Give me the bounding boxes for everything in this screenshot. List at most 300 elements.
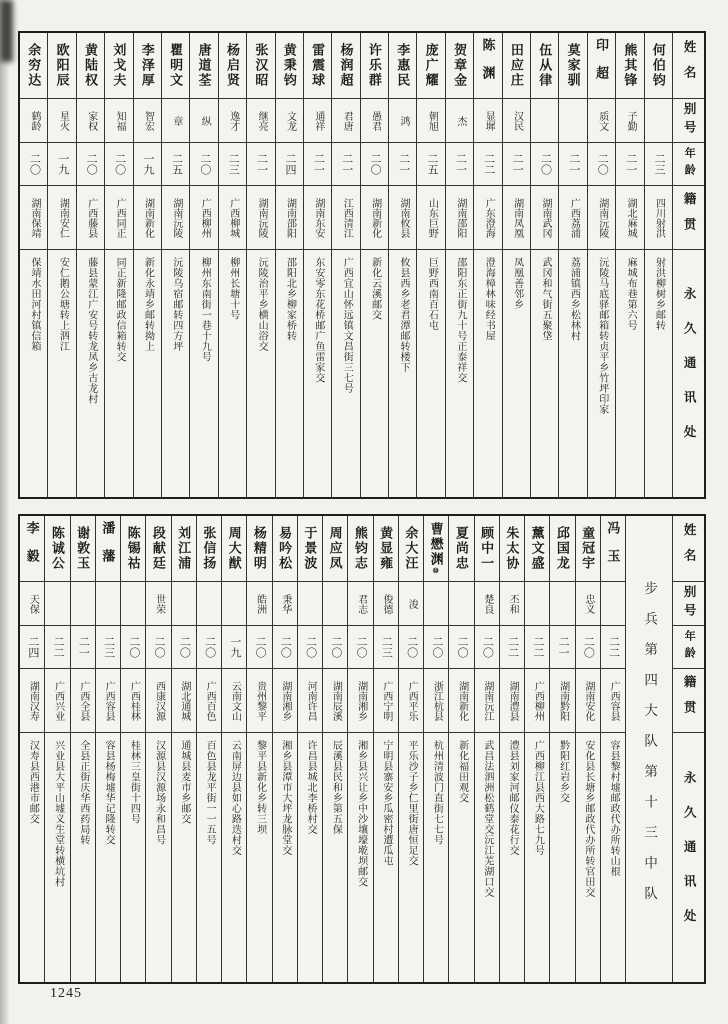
person-address-text: 武昌法泗洲松鹤堂交沅江芜湖口交 [481,740,493,898]
person-address [348,733,372,982]
person-native-place [361,186,388,250]
person-alias-text: 智宏 [142,110,154,131]
roster-column [587,33,615,497]
roster-column [161,33,189,497]
person-age-text: 二〇 [596,153,609,175]
person-native-place-text: 湖南新化 [369,197,381,238]
person-alias [323,582,347,626]
person-age [417,143,444,186]
person-name [276,33,303,99]
person-native-place-text: 湖南东安 [312,197,324,238]
person-native-place [389,186,416,250]
person-age-text: 一九 [56,153,69,175]
person-address [247,733,271,982]
person-native-place [323,669,347,733]
person-age-text: 二〇 [113,153,126,175]
person-address-text: 同正新隆邮政信箱转交 [114,257,126,362]
person-native-place-text: 湖北通城 [178,680,190,721]
person-address-text: 容县杨梅墟华记隆转交 [103,740,115,845]
person-address-text: 通城县麦市乡邮交 [178,740,190,824]
person-name-text: 雷震球 [310,43,326,88]
person-native-place [134,186,161,250]
person-name [298,516,322,582]
person-native-place-text: 浙江杭县 [431,680,443,721]
roster-table-bottom [18,514,706,984]
unit-column [625,516,672,982]
person-alias-text: 君志 [355,593,367,614]
person-alias [417,99,444,143]
person-name [222,516,246,582]
person-name [332,33,359,99]
person-age [576,626,600,669]
person-name-text: 李毅 [24,520,40,577]
roster-column [423,516,448,982]
person-age-text: 二〇 [456,636,469,658]
person-name [361,33,388,99]
person-native-place [219,186,246,250]
person-address [134,250,161,497]
person-name-note: ⑩ [431,567,440,575]
person-native-place-text: 广西柳州 [199,197,211,238]
scan-artifact [0,0,13,62]
person-age-text: 二一 [567,153,580,175]
person-native-place-text: 湖南邵阳 [454,197,466,238]
person-address [273,733,297,982]
person-name [500,516,524,582]
person-name-text: 杨润超 [338,43,354,88]
person-alias-text: 继亮 [256,110,268,131]
person-native-place-text: 湖南湘乡 [355,680,367,721]
person-native-place [121,669,145,733]
person-address-text: 邵阳北乡柳家桥转 [284,257,296,341]
person-alias [77,99,104,143]
person-age [500,626,524,669]
roster-column [347,516,372,982]
person-alias [374,582,398,626]
person-alias-text: 纵 [199,115,211,126]
person-address-text: 黎平县新化乡转三坝 [254,740,266,835]
person-age-text: 二一 [624,153,637,175]
person-address-text: 云南屏边县如心路迭村交 [229,740,241,856]
person-name-text: 印超 [594,37,610,94]
roster-column [133,33,161,497]
person-native-place-text: 四川射洪 [653,197,665,238]
person-address-text: 容县黎村墟邮政代办所转山根 [608,740,620,877]
person-age [645,143,672,186]
person-native-place [576,669,600,733]
person-age [588,143,615,186]
header-native-text: 籍贯 [682,192,697,243]
person-address-text: 武冈和气街五聚垡 [539,257,551,341]
person-age-text: 二四 [284,153,296,175]
header-address [673,733,704,982]
person-age-text: 二〇 [405,636,418,658]
person-age-text: 二一 [340,153,353,175]
person-age [134,143,161,186]
person-alias [446,99,473,143]
person-alias [475,582,499,626]
person-address [417,250,444,497]
person-address [559,250,586,497]
person-age [146,626,170,669]
header-native [673,186,704,250]
roster-column [360,33,388,497]
person-address [222,733,246,982]
person-address-text: 辰溪县民和乡第五保 [330,740,342,835]
person-age [323,626,347,669]
person-name [389,33,416,99]
person-age [222,626,246,669]
person-age [247,626,271,669]
person-age [247,143,274,186]
person-age [197,626,221,669]
person-alias [219,99,246,143]
person-alias-text: 通祥 [312,110,324,131]
person-alias [298,582,322,626]
person-native-place-text: 广西容县 [608,680,620,721]
person-age-text: 二〇 [304,636,317,658]
roster-column [275,33,303,497]
roster-column [246,33,274,497]
person-name [446,33,473,99]
roster-table-top [18,31,706,499]
header-native [673,669,704,733]
person-name-text: 谢敦玉 [75,526,91,571]
person-name-text: 曹懋渊⑩ [428,522,444,575]
roster-column [575,516,600,982]
person-age [616,143,643,186]
person-address [162,250,189,497]
person-age [449,626,473,669]
person-name [474,33,501,99]
person-name [449,516,473,582]
person-native-place [475,669,499,733]
person-age-text: 二二 [607,636,620,658]
person-age-text: 二五 [425,153,438,175]
person-address-text: 汉源县汉源场永和昌号 [153,740,165,845]
unit-title [626,516,672,982]
person-alias [134,99,161,143]
person-alias [105,99,132,143]
person-native-place [20,186,47,250]
person-native-place-text: 河南许昌 [305,680,317,721]
person-name [105,33,132,99]
person-address [71,733,95,982]
person-name [616,33,643,99]
person-age-text: 二二 [52,636,65,658]
person-alias-text: 知福 [114,110,126,131]
person-alias-text: 子勤 [625,110,637,131]
person-address [20,250,47,497]
person-address-text: 湘乡县兴让乡中沙壤壕墘坝邮交 [355,740,367,887]
person-age-text: 二一 [454,153,467,175]
person-age [77,143,104,186]
person-address [298,733,322,982]
person-address [389,250,416,497]
person-native-place [645,186,672,250]
person-alias [361,99,388,143]
scan-edge-shadow [0,0,10,1024]
person-native-place [77,186,104,250]
person-native-place [162,186,189,250]
person-address [172,733,196,982]
person-age [105,143,132,186]
person-alias [399,582,423,626]
person-alias [559,99,586,143]
person-name [219,33,246,99]
person-age [162,143,189,186]
person-age [550,626,574,669]
person-age [503,143,530,186]
person-age [531,143,558,186]
person-native-place [503,186,530,250]
person-name [525,516,549,582]
roster-column [473,33,501,497]
person-address-text: 巨野西南百石屯 [426,257,438,331]
person-native-place [48,186,75,250]
person-address-text: 藤县蒙江广安号转龙凤乡古龙村 [85,257,97,404]
person-age [361,143,388,186]
person-name-text: 朱太协 [504,526,520,571]
roster-column [331,33,359,497]
roster-column [502,33,530,497]
person-age [121,626,145,669]
person-alias-text: 俊德 [380,593,392,614]
person-alias [389,99,416,143]
person-native-place [399,669,423,733]
person-name [588,33,615,99]
person-age-text: 二〇 [430,636,443,658]
person-age-text: 二一 [312,153,325,175]
person-age [273,626,297,669]
roster-column [76,33,104,497]
person-native-place-text: 广西全县 [77,680,89,721]
header-name-text: 姓名 [682,523,697,574]
person-name [424,516,448,582]
person-name [146,516,170,582]
person-address-text: 邵阳东正街九十号正泰祥交 [454,257,466,383]
page-number: 1245 [50,986,82,1001]
person-name [45,516,69,582]
person-name [323,516,347,582]
header-native-text: 籍贯 [682,675,697,726]
roster-column [196,516,221,982]
person-alias-text: 质文 [596,110,608,131]
person-native-place-text: 广西兴业 [52,680,64,721]
person-name-text: 刘江浦 [176,526,192,571]
person-name-text: 童冠宇 [580,526,596,571]
person-name [348,516,372,582]
person-age [374,626,398,669]
person-native-place [96,669,120,733]
person-native-place [146,669,170,733]
person-name [247,516,271,582]
header-name [673,33,704,99]
person-alias-text: 显墀 [483,110,495,131]
person-name-text: 杨启贤 [224,43,240,88]
person-address-text: 黔阳红岩乡交 [557,740,569,803]
roster-column [600,516,625,982]
person-alias-text: 浚 [406,598,418,609]
person-native-place-text: 湖北麻城 [625,197,637,238]
person-age [424,626,448,669]
person-name-text: 伍从律 [537,43,553,88]
person-age [276,143,303,186]
person-address-text: 兴业县大平山墟义生堂转横坑村 [52,740,64,887]
person-age [475,626,499,669]
person-address-text: 平乐沙子乡仁里街唐恒足交 [406,740,418,866]
person-age [304,143,331,186]
person-address [197,733,221,982]
person-address-text: 荔浦镇西乡松林村 [568,257,580,341]
person-age-text: 一九 [142,153,155,175]
roster-column [448,516,473,982]
person-name [190,33,217,99]
header-age-text: 年龄 [683,630,696,664]
person-address-text: 广西宜山怀远镇文昌街三七号 [341,257,353,394]
person-name-text: 陈诚公 [49,526,65,571]
person-name [503,33,530,99]
person-native-place [20,669,44,733]
person-native-place [190,186,217,250]
person-native-place [276,186,303,250]
person-name-text: 余大汪 [403,526,419,571]
person-alias [616,99,643,143]
person-age-text: 一九 [228,636,241,658]
roster-column [20,516,44,982]
person-native-place-text: 湖南安化 [582,680,594,721]
person-address [146,733,170,982]
person-alias [424,582,448,626]
person-alias [474,99,501,143]
person-age-text: 二〇 [582,636,595,658]
person-name [550,516,574,582]
roster-column [246,516,271,982]
roster-column [120,516,145,982]
person-name-text: 莫家驯 [565,43,581,88]
person-alias-text: 楚良 [481,593,493,614]
person-address [96,733,120,982]
person-address [474,250,501,497]
person-name [247,33,274,99]
person-name [417,33,444,99]
person-name-text: 杨精明 [251,526,267,571]
person-name [71,516,95,582]
person-native-place-text: 广西百色 [204,680,216,721]
person-age [20,626,44,669]
roster-column [524,516,549,982]
person-native-place [417,186,444,250]
person-age-text: 二〇 [369,153,382,175]
person-alias-text: 世荣 [153,593,165,614]
person-native-place-text: 湖南澧县 [507,680,519,721]
roster-column [189,33,217,497]
person-age [219,143,246,186]
person-name-text: 欧阳辰 [54,43,70,88]
person-native-place-text: 湖南保靖 [28,197,40,238]
person-address-text: 沅陵乌宿邮转四方坪 [170,257,182,352]
person-address [449,733,473,982]
header-address [673,250,704,497]
person-address-text: 新化永靖乡邮转拗上 [142,257,154,352]
person-age [298,626,322,669]
person-age [48,143,75,186]
person-name-text: 何伯钧 [650,43,666,88]
person-address-text: 许昌县城北李桥村交 [305,740,317,835]
person-alias [172,582,196,626]
person-address [424,733,448,982]
person-native-place [424,669,448,733]
person-address [531,250,558,497]
person-native-place [222,669,246,733]
person-address [121,733,145,982]
person-address [323,733,347,982]
person-name [197,516,221,582]
person-address [525,733,549,982]
person-address [645,250,672,497]
person-name [304,33,331,99]
header-alias [673,99,704,143]
roster-column [47,33,75,497]
person-name-text: 田应庄 [508,43,524,88]
unit-title-text: 步兵第四大队第十三中队 [642,581,658,917]
person-address-text: 保靖水田河村镇信箱 [28,257,40,352]
person-name-text: 张汉昭 [253,43,269,88]
person-alias [601,582,625,626]
person-native-place-text: 广西平乐 [406,680,418,721]
person-address [304,250,331,497]
person-native-place [446,186,473,250]
person-alias-text: 家权 [85,110,97,131]
person-address [45,733,69,982]
person-name [134,33,161,99]
roster-column [474,516,499,982]
person-native-place [298,669,322,733]
person-address [503,250,530,497]
person-alias [273,582,297,626]
person-alias-text: 鸿 [398,115,410,126]
person-native-place-text: 西康汉源 [153,680,165,721]
person-name-text: 段献廷 [150,526,166,571]
person-native-place-text: 湖南辰溪 [330,680,342,721]
person-name-text: 陈渊 [480,37,496,94]
person-address [105,250,132,497]
person-native-place-text: 湖南攸县 [398,197,410,238]
person-name [20,516,44,582]
person-alias-text: 朝旭 [426,110,438,131]
person-name-text: 薰文盛 [529,526,545,571]
roster-column [20,33,47,497]
person-native-place [374,669,398,733]
person-alias-text: 鹤龄 [28,110,40,131]
person-name [273,516,297,582]
person-name-text: 周应凤 [327,526,343,571]
header-alias [673,582,704,626]
person-address-text: 桂林三皇街十四号 [128,740,140,824]
person-age-text: 二〇 [198,153,211,175]
roster-column [70,516,95,982]
person-alias [247,582,271,626]
person-address [190,250,217,497]
person-address-text: 柳州长塘十号 [227,257,239,320]
person-alias-text: 丕和 [507,593,519,614]
person-age [559,143,586,186]
person-alias-text: 忠义 [582,593,594,614]
person-alias [332,99,359,143]
person-address-text: 新化福田观交 [456,740,468,803]
person-name-text: 刘戈夫 [111,43,127,88]
person-name-text: 唐道荃 [196,43,212,88]
